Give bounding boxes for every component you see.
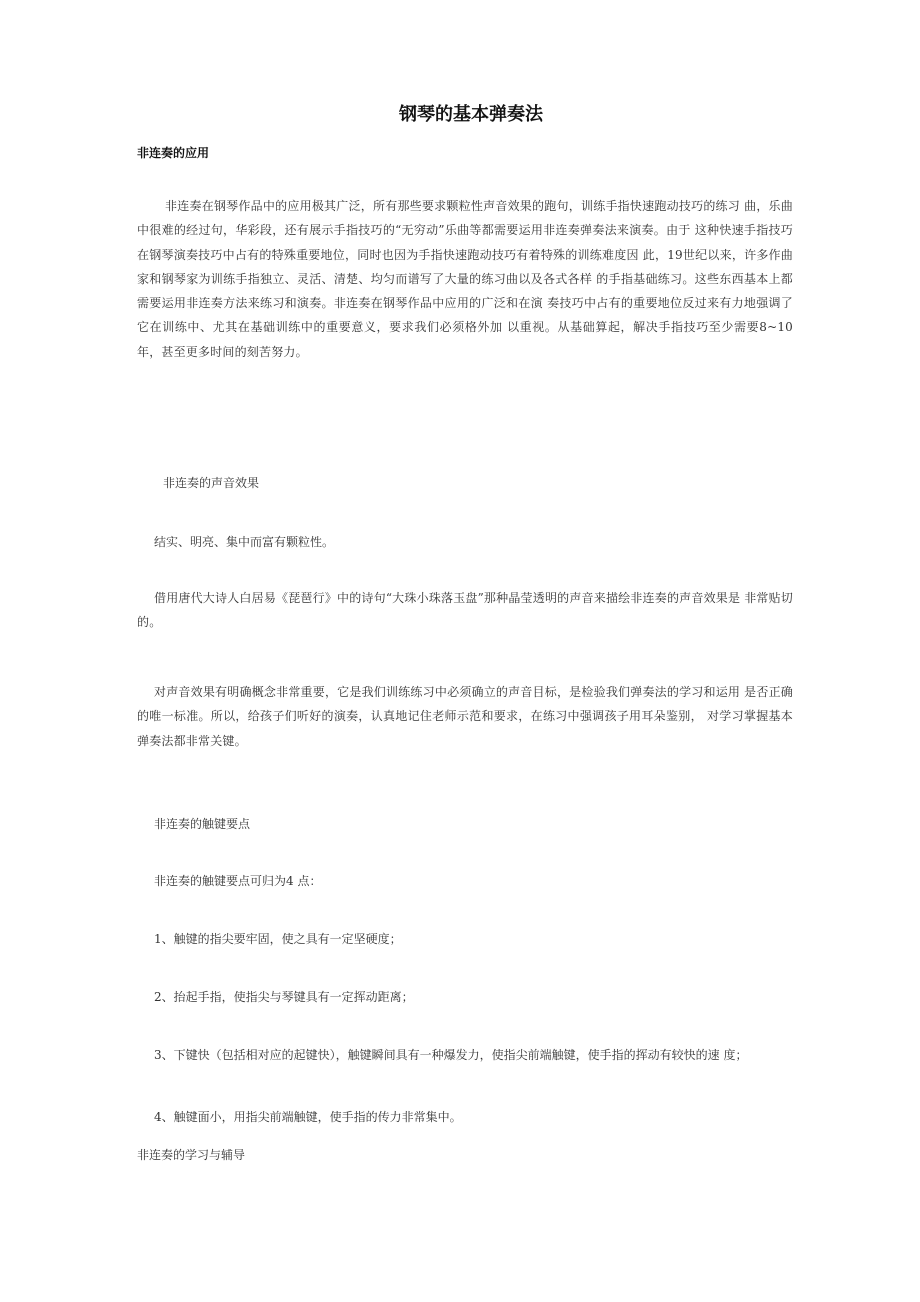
- sound-description: 结实、明亮、集中而富有颗粒性。: [154, 535, 335, 549]
- touch-point-4: 4、触键面小，用指尖前端触键，使手指的传力非常集中。: [154, 1110, 462, 1124]
- touch-point-2: 2、抬起手指，使指尖与琴键具有一定挥动距离；: [154, 990, 414, 1004]
- paragraph-poem: 借用唐代大诗人白居易《琵琶行》中的诗句“大珠小珠落玉盘”那种晶莹透明的声音来描绘非连奏的声音效果是 非常贴切的。: [137, 591, 793, 630]
- paragraph-application: 非连奏在钢琴作品中的应用极其广泛，所有那些要求颗粒性声音效果的跑句，训练手指快速跑动技巧的练习 曲，乐曲中很难的经过句，华彩段，还有展示手指技巧的“无穷动”乐曲等都需要运用非连奏弹奏法来演奏。由于 这种快速手指技巧在钢琴演奏技巧中占有的特殊重要地位，同时也因为手指快速跑动技巧有着特殊的训练难度因 此，19世纪以来，许多作曲家和钢琴家为训练手指独立、灵活、清楚、均匀而谱写了大量的练习曲以及各式各样 的手指基础练习。这些东西基本上都需要运用非连奏方法来练习和演奏。非连奏在钢琴作品中应用的广泛和在演 奏技巧中占有的重要地位反过来有力地强调了它在训练中、尤其在基础训练中的重要意义，要求我们必须格外加 以重视。从基础算起，解决手指技巧至少需要8~10年，甚至更多时间的刻苦努力。: [137, 199, 793, 359]
- section-heading-sound: 非连奏的声音效果: [163, 476, 260, 490]
- section-heading-touch: 非连奏的触键要点: [154, 817, 251, 831]
- section-heading-learning: 非连奏的学习与辅导: [137, 1148, 246, 1162]
- touch-intro: 非连奏的触键要点可归为4 点：: [154, 874, 322, 888]
- touch-point-1: 1、触键的指尖要牢固，使之具有一定坚硬度；: [154, 932, 402, 946]
- section-heading-application: 非连奏的应用: [137, 146, 210, 160]
- touch-point-3: 3、下键快（包括相对应的起键快），触键瞬间具有一种爆发力，使指尖前端触键，使手指的挥动有较快的速 度；: [154, 1048, 748, 1062]
- paragraph-concept: 对声音效果有明确概念非常重要，它是我们训练练习中必须确立的声音目标，是检验我们弹奏法的学习和运用 是否正确的唯一标准。所以，给孩子们听好的演奏，认真地记住老师示范和要求，在练习中强调孩子用耳朵鉴别， 对学习掌握基本弹奏法都非常关键。: [137, 685, 793, 748]
- document-title: 钢琴的基本弹奏法: [399, 104, 543, 125]
